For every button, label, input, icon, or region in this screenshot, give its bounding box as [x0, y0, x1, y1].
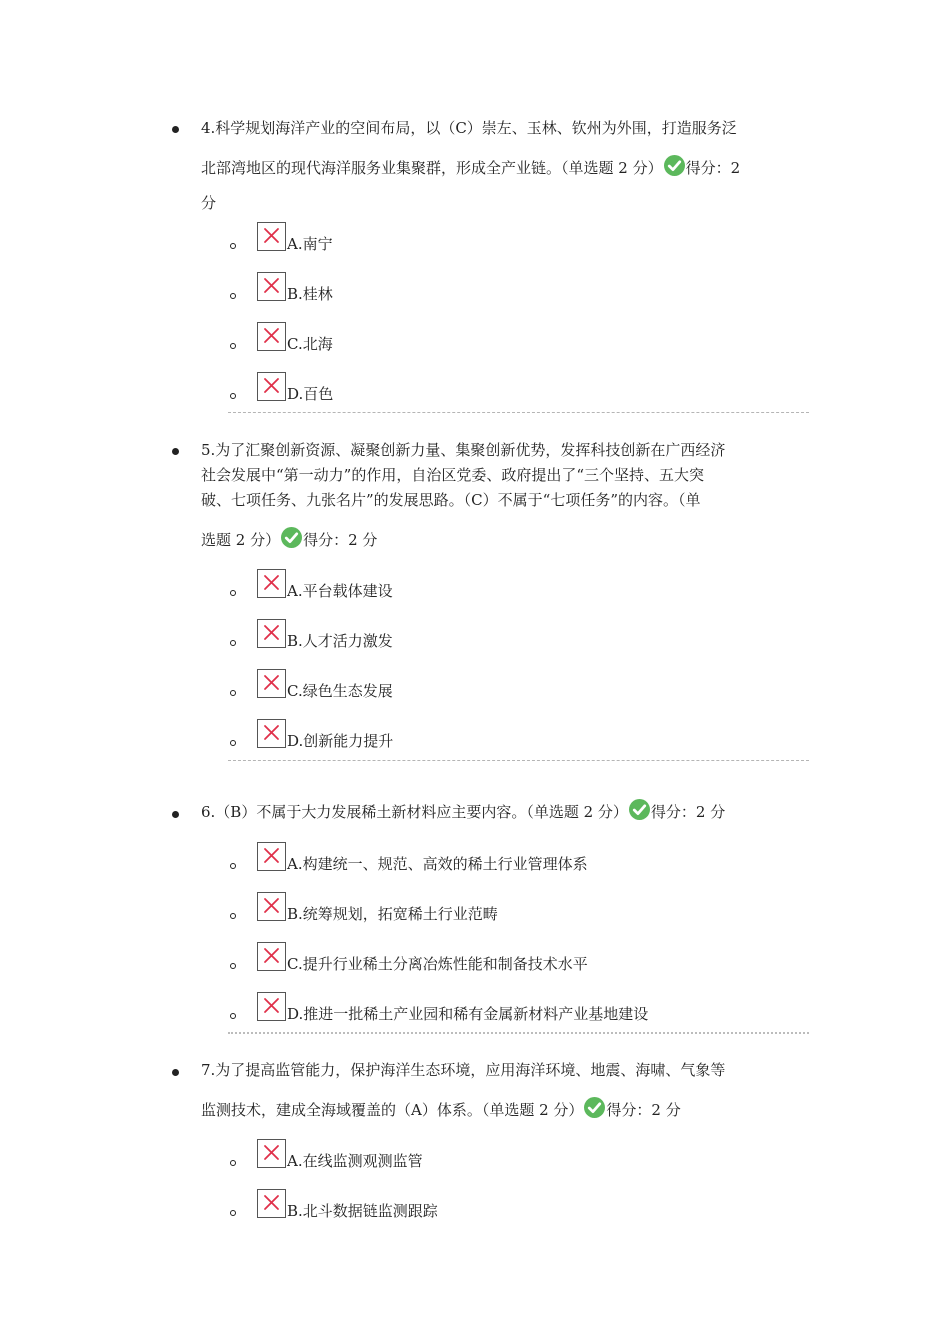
option-label: D.推进一批稀土产业园和稀有金属新材料产业基地建设	[287, 1005, 649, 1023]
cross-box-icon	[257, 992, 286, 1021]
cross-box-icon	[257, 372, 286, 401]
score-text: 得分：2 分	[606, 1101, 681, 1119]
question-line: 7.为了提高监管能力，保护海洋生态环境，应用海洋环境、地震、海啸、气象等	[201, 1061, 726, 1079]
option-b[interactable]	[0, 892, 950, 924]
question-line-text: 6.（B）不属于大力发展稀土新材料应主要内容。（单选题 2 分）	[201, 803, 628, 821]
option-label: A.在线监测观测监管	[287, 1152, 423, 1170]
option-b[interactable]	[0, 272, 950, 304]
option-b[interactable]	[0, 619, 950, 651]
question-line: 4.科学规划海洋产业的空间布局，以（C）崇左、玉林、钦州为外围，打造服务泛	[201, 119, 737, 137]
option-d[interactable]	[0, 372, 950, 404]
cross-box-icon	[257, 892, 286, 921]
option-b[interactable]	[0, 1189, 950, 1221]
cross-box-icon	[257, 1139, 286, 1168]
option-a[interactable]	[0, 1139, 950, 1171]
option-a[interactable]	[0, 569, 950, 601]
option-d[interactable]	[0, 719, 950, 751]
check-circle-icon	[281, 527, 302, 548]
option-bullet	[230, 640, 236, 646]
option-bullet	[230, 863, 236, 869]
cross-box-icon	[257, 619, 286, 648]
option-label: A.南宁	[287, 235, 333, 253]
score-text: 得分：2 分	[650, 803, 726, 821]
score-text: 得分：2 分	[303, 531, 378, 549]
option-bullet	[230, 1210, 236, 1216]
option-bullet	[230, 1160, 236, 1166]
option-label: B.北斗数据链监测跟踪	[287, 1202, 438, 1220]
score-text: 得分：2	[685, 159, 741, 177]
question-line: 分	[201, 194, 217, 212]
option-c[interactable]	[0, 942, 950, 974]
option-bullet	[230, 1013, 236, 1019]
question-text	[201, 438, 806, 553]
question-divider	[228, 760, 809, 761]
cross-box-icon	[257, 719, 286, 748]
check-circle-icon	[664, 155, 685, 176]
option-c[interactable]	[0, 669, 950, 701]
question-line: 社会发展中“第一动力”的作用，自治区党委、政府提出了“三个坚持、五大突	[201, 466, 705, 484]
cross-box-icon	[257, 272, 286, 301]
question-bullet	[172, 811, 179, 818]
question-divider	[228, 1032, 809, 1034]
option-bullet	[230, 243, 236, 249]
option-bullet	[230, 740, 236, 746]
question-line	[201, 799, 806, 825]
option-a[interactable]	[0, 222, 950, 254]
question-line	[201, 527, 806, 553]
option-label: B.统筹规划，拓宽稀土行业范畴	[287, 905, 498, 923]
question-line: 破、七项任务、九张名片”的发展思路。（C）不属于“七项任务”的内容。（单	[201, 491, 701, 509]
cross-box-icon	[257, 842, 286, 871]
question-line-text: 监测技术，建成全海域覆盖的（A）体系。（单选题 2 分）	[201, 1101, 584, 1119]
option-bullet	[230, 590, 236, 596]
cross-box-icon	[257, 942, 286, 971]
question-line	[201, 1097, 806, 1123]
cross-box-icon	[257, 569, 286, 598]
option-label: D.创新能力提升	[287, 732, 394, 750]
cross-box-icon	[257, 669, 286, 698]
option-label: C.绿色生态发展	[287, 682, 393, 700]
question-text	[201, 1058, 806, 1123]
option-bullet	[230, 293, 236, 299]
option-label: C.北海	[287, 335, 333, 353]
question-divider	[228, 412, 809, 413]
question-bullet	[172, 1069, 179, 1076]
cross-box-icon	[257, 1189, 286, 1218]
option-d[interactable]	[0, 992, 950, 1024]
option-label: D.百色	[287, 385, 334, 403]
option-label: C.提升行业稀土分离冶炼性能和制备技术水平	[287, 955, 588, 973]
check-circle-icon	[629, 799, 650, 820]
question-line: 5.为了汇聚创新资源、凝聚创新力量、集聚创新优势，发挥科技创新在广西经济	[201, 441, 726, 459]
cross-box-icon	[257, 222, 286, 251]
option-bullet	[230, 343, 236, 349]
option-label: B.人才活力激发	[287, 632, 393, 650]
question-line-text: 选题 2 分）	[201, 531, 281, 549]
question-text	[201, 116, 806, 216]
check-circle-icon	[584, 1097, 605, 1118]
cross-box-icon	[257, 322, 286, 351]
option-a[interactable]	[0, 842, 950, 874]
option-label: A.平台载体建设	[287, 582, 393, 600]
option-c[interactable]	[0, 322, 950, 354]
option-label: B.桂林	[287, 285, 333, 303]
question-line	[201, 155, 806, 181]
option-bullet	[230, 913, 236, 919]
option-label: A.构建统一、规范、高效的稀土行业管理体系	[287, 855, 588, 873]
option-bullet	[230, 690, 236, 696]
question-line-text: 北部湾地区的现代海洋服务业集聚群，形成全产业链。（单选题 2 分）	[201, 159, 663, 177]
option-bullet	[230, 393, 236, 399]
question-bullet	[172, 126, 179, 133]
question-text	[201, 799, 806, 825]
question-bullet	[172, 448, 179, 455]
option-bullet	[230, 963, 236, 969]
